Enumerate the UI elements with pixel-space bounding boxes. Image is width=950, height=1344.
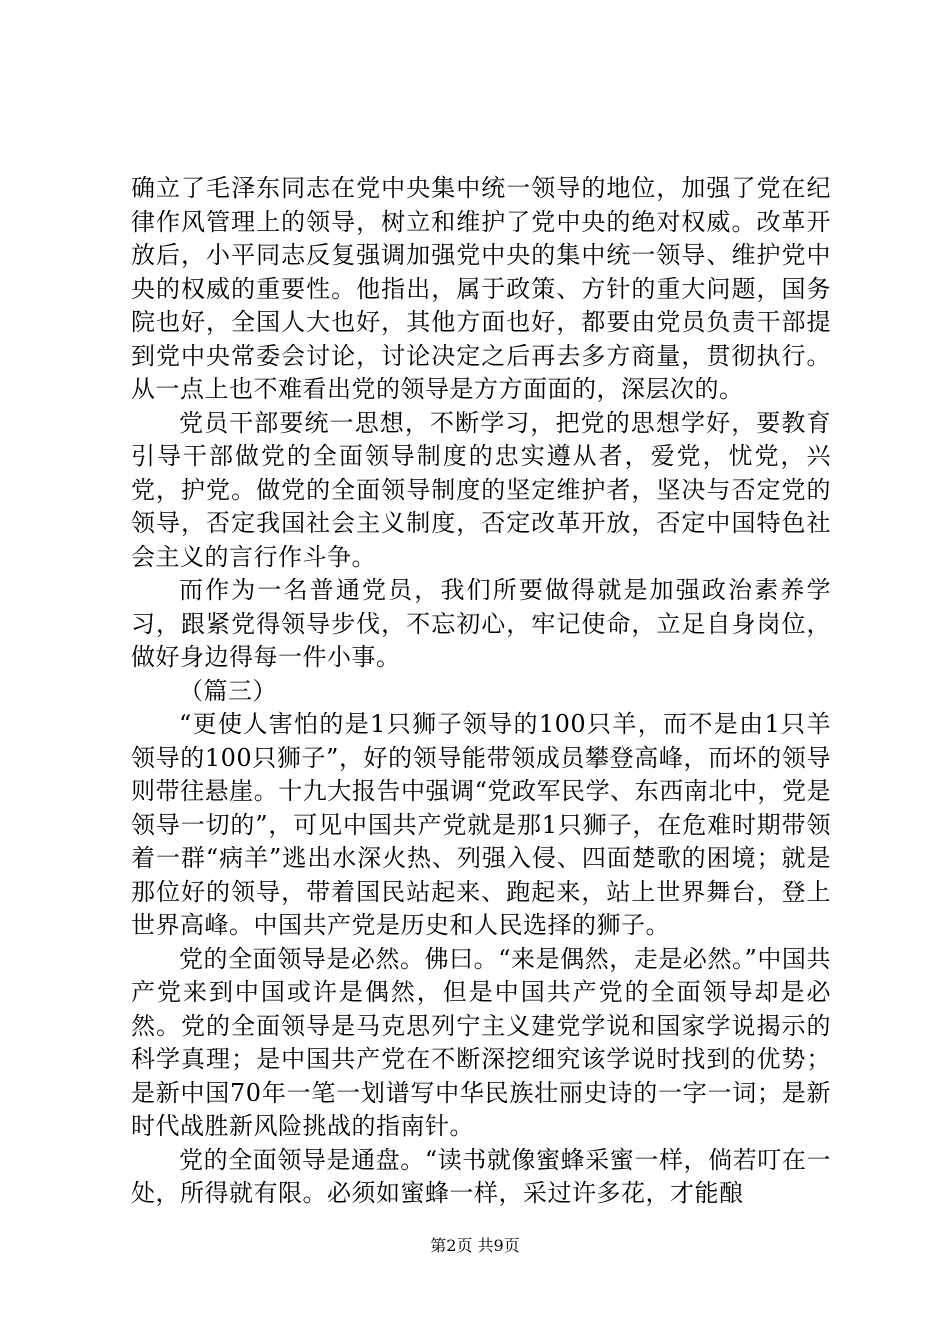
paragraph-2: 党员干部要统一思想，不断学习，把党的思想学好，要教育引导干部做党的全面领导制度的忠实遵从者，爱党，忧党，兴党，护党。做党的全面领导制度的坚定维护者，坚决与否定党的领导，否定我国社会主义制度，否定改革开放，否定中国特色社会主义的言行作斗争。: [131, 408, 831, 571]
section-heading: （篇三）: [179, 676, 277, 705]
paragraph-4: “更使人害怕的是1只狮子领导的100只羊，而不是由1只羊领导的100只狮子”，好的领导能带领成员攀登高峰，而坏的领导则带往悬崖。十九大报告中强调“党政军民学、东西南北中，党是领导一切的”，可见中国共产党就是那1只狮子，在危难时期带领着一群“病羊”逃出水深火热、列强入侵、四面楚歌的困境；就是那位好的领导，带着国民站起来、跑起来，站上世界舞台，登上世界高峰。中国共产党是历史和人民选择的狮子。: [131, 710, 831, 939]
page-footer: 第2页 共9页: [430, 1236, 520, 1255]
paragraph-5: 党的全面领导是必然。佛曰。“来是偶然，走是必然。”中国共产党来到中国或许是偶然，但是中国共产党的全面领导却是必然。党的全面领导是马克思列宁主义建党学说和国家学说揭示的科学真理；是中国共产党在不断深挖细究该学说时找到的优势；是新中国70年一笔一划谱写中华民族壮丽史诗的一字一词；是新时代战胜新风险挑战的指南针。: [131, 944, 831, 1140]
document-body: [131, 172, 831, 1211]
paragraph-1: 确立了毛泽东同志在党中央集中统一领导的地位，加强了党在纪律作风管理上的领导，树立和维护了党中央的绝对权威。改革开放后，小平同志反复强调加强党中央的集中统一领导、维护党中央的权威的重要性。他指出，属于政策、方针的重大问题，国务院也好，全国人大也好，其他方面也好，都要由党员负责干部提到党中央常委会讨论，讨论决定之后再去多方商量，贯彻执行。从一点上也不难看出党的领导是方方面面的，深层次的。: [131, 174, 831, 403]
paragraph-6: 党的全面领导是通盘。“读书就像蜜蜂采蜜一样，倘若叮在一处，所得就有限。必须如蜜蜂一样，采过许多花，才能酿: [131, 1145, 831, 1207]
paragraph-3: 而作为一名普通党员，我们所要做得就是加强政治素养学习，跟紧党得领导步伐，不忘初心，牢记使命，立足自身岗位，做好身边得每一件小事。: [131, 576, 831, 671]
